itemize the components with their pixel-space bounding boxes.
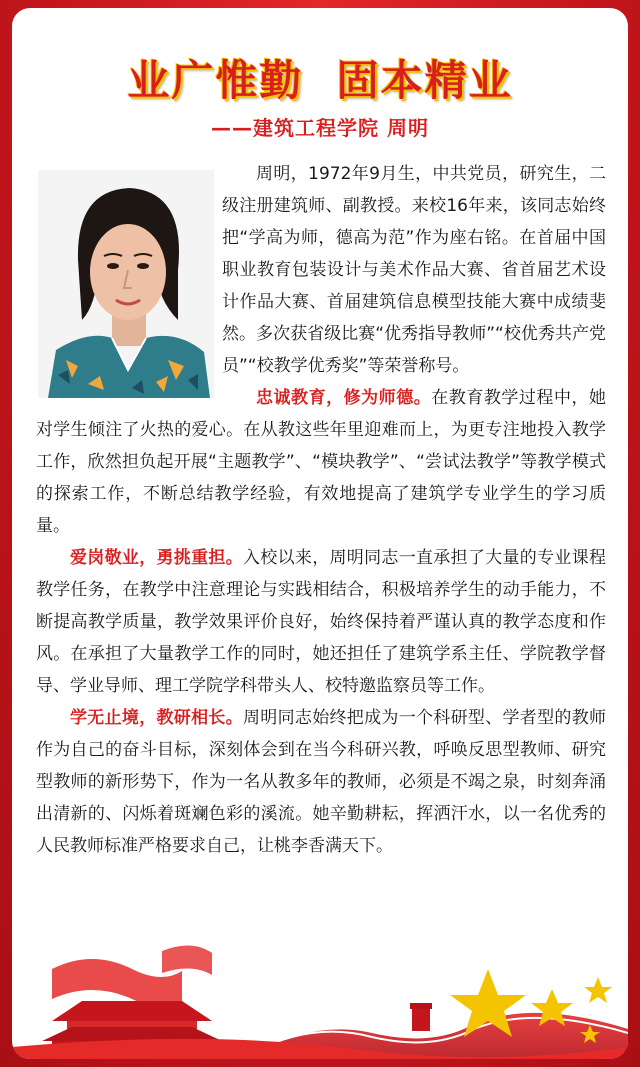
paragraph-intro [36,158,606,382]
paragraph-heading: 爱岗敬业，勇挑重担。 [70,548,243,568]
footer-decoration [12,929,628,1059]
content-panel [12,8,628,1059]
paragraph-research [36,702,606,862]
poster-title: 业广惟勤 固本精业 [127,56,513,105]
paragraph-heading: 忠诚教育，修为师德。 [256,388,432,408]
paragraph-dedication [36,542,606,702]
paragraph-heading: 学无止境，教研相长。 [70,708,243,728]
poster-subtitle: ——建筑工程学院 周明 [211,116,429,140]
paragraph-text: 周明同志始终把成为一个科研型、学者型的教师作为自己的奋斗目标，深刻体会到在当今科研兴教，呼唤反思型教师、研究型教师的新形势下，作为一名从教多年的教师，必须是不竭之泉，时刻奔涌出清新的、闪烁着斑斓色彩的溪流。她辛勤耕耘，挥洒汗水，以一名优秀的人民教师标准严格要求自己，让桃李香满天下。 [36,708,606,856]
article-body [36,158,606,862]
paragraph-text: 入校以来，周明同志一直承担了大量的专业课程教学任务，在教学中注意理论与实践相结合，积极培养学生的动手能力，不断提高教学质量，教学效果评价良好，始终保持着严谨认真的教学态度和作风。在承担了大量教学工作的同时，她还担任了建筑学系主任、学院教学督导、学业导师、理工学院学科带头人、校特邀监察员等工作。 [36,548,606,696]
landmark-illustration [12,929,628,1059]
paragraph-text: 周明，1972年9月生，中共党员，研究生，二级注册建筑师、副教授。来校16年来，该同志始终把“学高为师，德高为范”作为座右铭。在首届中国职业教育包装设计与美术作品大赛、省首届艺术设计作品大赛、首届建筑信息模型技能大赛中成绩斐然。多次获省级比赛“优秀指导教师”“校优秀共产党员”“校教学优秀奖”等荣誉称号。 [222,164,606,376]
paragraph-text: 在教育教学过程中，她对学生倾注了火热的爱心。在从教这些年里迎难而上，为更专注地投入教学工作，欣然担负起开展“主题教学”、“模块教学”、“尝试法教学”等教学模式的探索工作，不断总结教学经验，有效地提高了建筑学专业学生的学习质量。 [36,388,607,536]
photo-spacer [36,158,222,408]
